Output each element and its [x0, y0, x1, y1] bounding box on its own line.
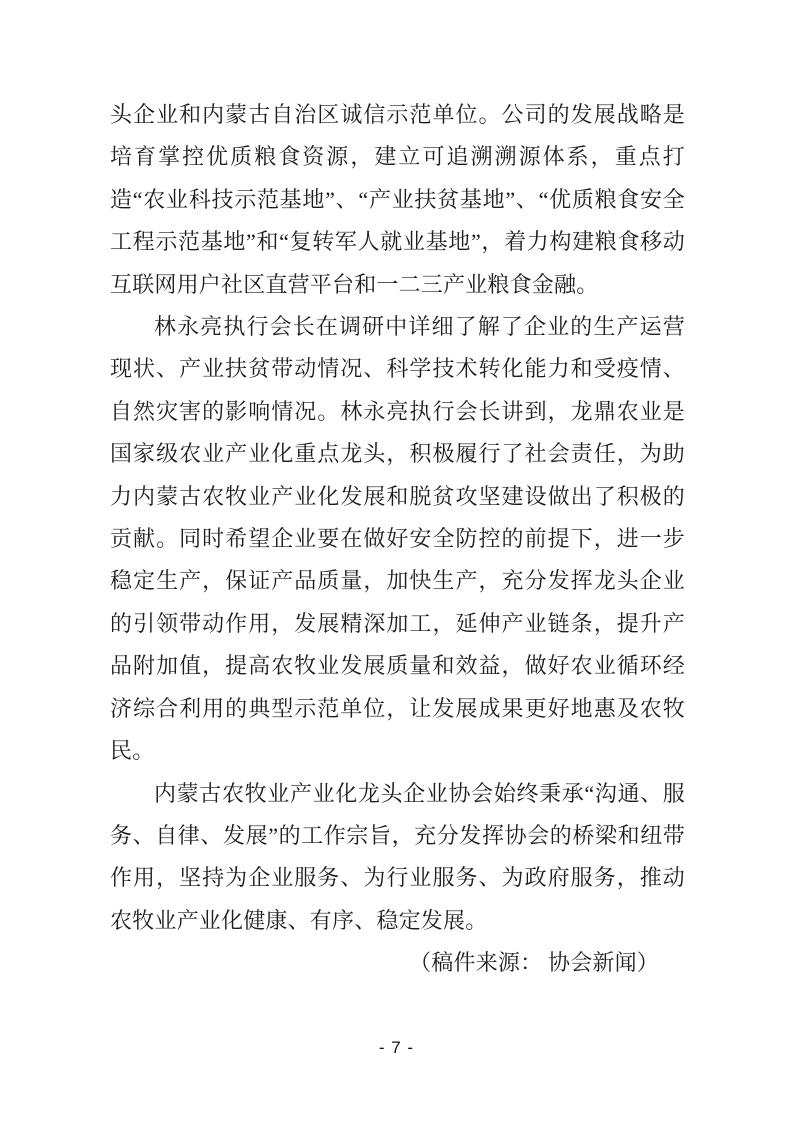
paragraph-association-mission: 内蒙古农牧业产业化龙头企业协会始终秉承“沟通、服务、自律、发展”的工作宗旨，充分发挥协会的桥梁和纽带作用，坚持为企业服务、为行业服务、为政府服务，推动农牧业产业化健康、有序、稳定发展。: [110, 780, 685, 933]
article-body: [110, 94, 685, 985]
page-footer: [0, 1038, 793, 1058]
source-attribution: （稿件来源： 协会新闻）: [409, 950, 659, 976]
page-number: - 7 -: [378, 1038, 415, 1057]
paragraph-research-visit: 林永亮执行会长在调研中详细了解了企业的生产运营现状、产业扶贫带动情况、科学技术转化能力和受疫情、自然灾害的影响情况。林永亮执行会长讲到，龙鼎农业是国家级农业产业化重点龙头，积极履行了社会责任，为助力内蒙古农牧业产业化发展和脱贫攻坚建设做出了积极的贡献。同时希望企业要在做好安全防控的前提下，进一步稳定生产，保证产品质量，加快生产，充分发挥龙头企业的引领带动作用，发展精深加工，延伸产业链条，提升产品附加值，提高农牧业发展质量和效益，做好农业循环经济综合利用的典型示范单位，让发展成果更好地惠及农牧民。: [110, 314, 685, 764]
paragraph-continuation: 头企业和内蒙古自治区诚信示范单位。公司的发展战略是培育掌控优质粮食资源，建立可追溯溯源体系，重点打造“农业科技示范基地”、“产业扶贫基地”、“优质粮食安全工程示范基地”和“复转军人就业基地”，着力构建粮食移动互联网用户社区直营平台和一二三产业粮食金融。: [110, 102, 685, 297]
